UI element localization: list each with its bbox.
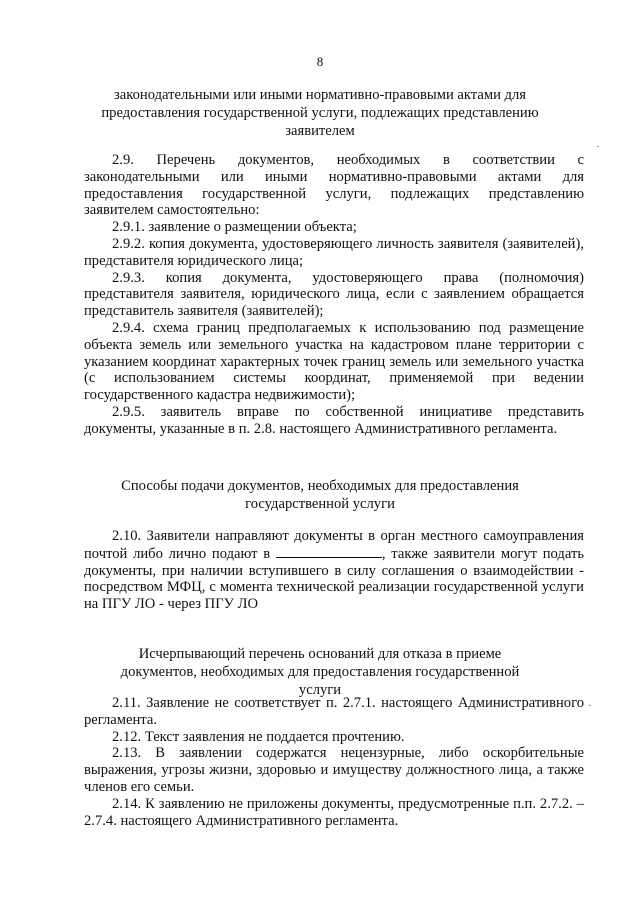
page-number: 8 xyxy=(316,54,324,69)
list-item: 2.9.1. заявление о размещении объекта; xyxy=(112,219,357,236)
list-documents-required xyxy=(84,152,584,438)
list-refusal-grounds xyxy=(84,695,584,829)
section-heading-refusal-grounds: Исчерпывающий перечень оснований для отказа в приеме документов, необходимых для предоставления государственной услуги xyxy=(120,646,520,698)
list-item: 2.9.4. схема границ предполагаемых к использованию под размещение объекта земель или земельного участка на кадастровом плане территории с указанием координат характерных точек границ земель или земельного участка (с использованием системы координат, применяемой при ведении государственного кадастра недвижимости); xyxy=(84,319,584,404)
section-heading-documents-required: законодательными или иными нормативно-правовыми актами для предоставления государственной услуги, подлежащих представлению заявителем xyxy=(101,87,539,139)
list-item: 2.12. Текст заявления не поддается прочтению. xyxy=(112,728,405,745)
item-2-10-text-after: , также заявители могут подать документы, при наличии вступившего в силу соглашения о взаимодействии - посредством МФЦ, с момента технической реализации государственной услуги на ПГУ ЛО - через ПГУ ЛО xyxy=(84,545,584,613)
list-item: 2.9.5. заявитель вправе по собственной инициативе представить документы, указанные в п. 2.8. настоящего Административного регламента. xyxy=(84,403,584,437)
list-item: 2.9.3. копия документа, удостоверяющего права (полномочия) представителя заявителя, юридического лица, если с заявлением обращается представитель заявителя (заявителей); xyxy=(84,269,584,320)
item-2-10-text-before: 2.10. Заявители направляют документы в орган местного самоуправления почтой либо лично подают в xyxy=(84,528,584,562)
paragraph-2-10 xyxy=(84,528,584,613)
list-item xyxy=(84,528,584,613)
list-item: 2.9. Перечень документов, необходимых в соответствии с законодательными или иными нормативно-правовыми актами для предоставления государственной услуги, подлежащих представлению заявителем самостоятельно: xyxy=(84,152,584,219)
list-item: 2.13. В заявлении содержатся нецензурные, либо оскорбительные выражения, угрозы жизни, здоровью и имуществу должностного лица, а также членов его семьи. xyxy=(84,745,584,795)
scan-artifact-mark: · xyxy=(588,700,592,712)
blank-line xyxy=(276,545,382,558)
list-item: 2.9.2. копия документа, удостоверяющего личность заявителя (заявителей), представителя юридического лица; xyxy=(84,235,584,269)
scan-artifact-mark: · xyxy=(596,141,600,153)
list-item: 2.14. К заявлению не приложены документы, предусмотренные п.п. 2.7.2. – 2.7.4. настоящего Административного регламента. xyxy=(84,795,584,829)
section-heading-submission-methods: Способы подачи документов, необходимых для предоставления государственной услуги xyxy=(121,478,519,512)
list-item: 2.11. Заявление не соответствует п. 2.7.1. настоящего Административного регламента. xyxy=(84,695,584,728)
